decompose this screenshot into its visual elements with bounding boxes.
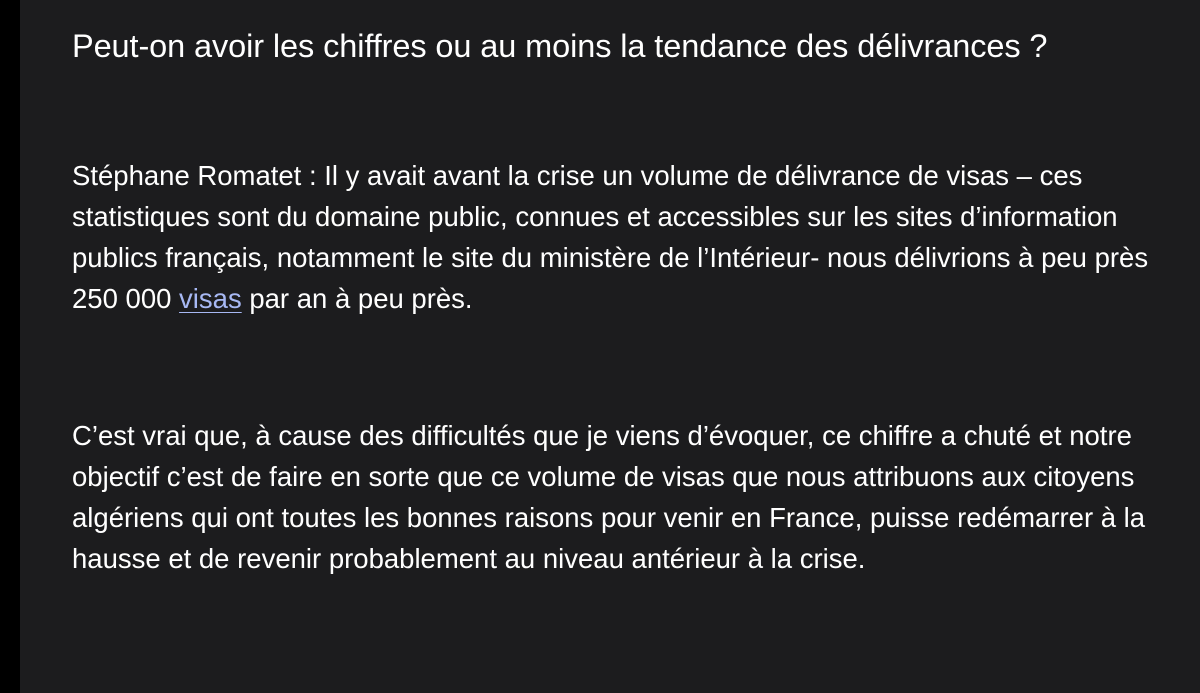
article-heading: Peut-on avoir les chiffres ou au moins la tendance des délivrances ?	[72, 28, 1048, 64]
left-edge-border	[0, 0, 20, 693]
paragraph-text: Stéphane Romatet : Il y avait avant la crise un volume de délivrance de visas – ces statistiques sont du domaine public, connues et accessibles sur les sites d’information publics français, notamment le site du ministère de l’Intérieur- nous délivrions à peu près 250 000	[72, 160, 1149, 314]
paragraph-romatet-intro	[72, 155, 1172, 319]
paragraph-objective: C’est vrai que, à cause des difficultés que je viens d’évoquer, ce chiffre a chuté et notre objectif c’est de faire en sorte que ce volume de visas que nous attribuons aux citoyens algériens qui ont toutes les bonnes raisons pour venir en France, puisse redémarrer à la hausse et de revenir probablement au niveau antérieur à la crise.	[72, 420, 1146, 574]
paragraph-text-end: par an à peu près.	[241, 283, 473, 314]
visas-link[interactable]: visas	[179, 283, 242, 314]
